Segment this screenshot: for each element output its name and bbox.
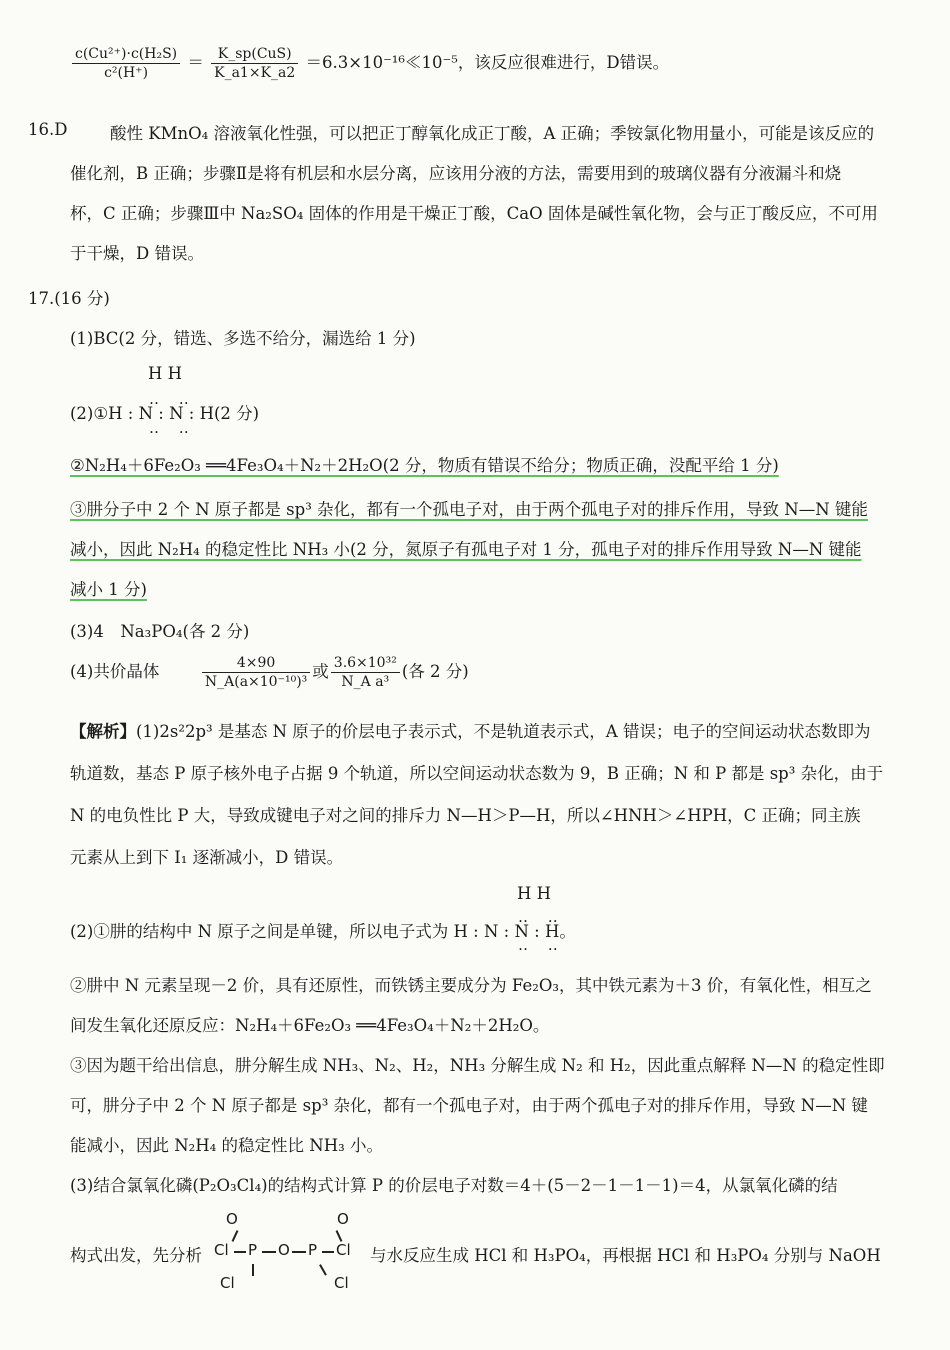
or-word: 或 (312, 662, 329, 681)
part-prefix: (2)① (70, 404, 109, 423)
analysis-3-line-2-post: 与水反应生成 HCl 和 H₃PO₄，再根据 HCl 和 H₃PO₄ 分别与 NaOH (370, 1246, 881, 1265)
density-fraction-2 (331, 655, 400, 690)
q16-line-1: 酸性 KMnO₄ 溶液氧化性强，可以把正丁醇氧化成正丁酸，A 正确；季铵氯化物用量小，可能是该反应的 (110, 124, 875, 143)
analysis-1-line-3: N 的电负性比 P 大，导致成键电子对之间的排斥力 N—H＞P—H，所以∠HNH＞∠HPH，C 正确；同主族 (70, 806, 861, 825)
fraction-denominator: N_A a³ (341, 674, 390, 690)
atom-o: O (337, 1210, 349, 1228)
fraction-ksp (211, 46, 298, 81)
single-bond (319, 1264, 326, 1275)
part-prefix: (4)共价晶体 (70, 662, 160, 681)
q17-part-2-3-line-2: 减小，因此 N₂H₄ 的稳定性比 NH₃ 小(2 分，氮原子有孤电子对 1 分，孤电子对的排斥作用导致 N—N 键能 (70, 540, 862, 559)
hydrazine-top-h: H H (517, 884, 552, 903)
atom-cl: Cl (220, 1274, 235, 1292)
lone-pair-dots: ‥ ‥ (518, 908, 558, 926)
fraction-numerator: 4×90 (202, 655, 310, 673)
equation-tail: ＝6.3×10⁻¹⁶≪10⁻⁵，该反应很难进行，D错误。 (305, 53, 670, 72)
analysis-2-3-line-1: ③因为题干给出信息，肼分解生成 NH₃、N₂、H₂，NH₃ 分解生成 N₂ 和 H₂，因此重点解释 N—N 的稳定性即 (70, 1056, 885, 1075)
fraction-numerator: c(Cu²⁺)·c(H₂S) (72, 46, 180, 64)
single-bond (292, 1251, 306, 1253)
analysis-2-3-line-2: 可，肼分子中 2 个 N 原子都是 sp³ 杂化，都有一个孤电子对，由于两个孤电子对的排斥作用，导致 N—N 键 (70, 1096, 868, 1115)
q16-line-3: 杯，C 正确；步骤Ⅲ中 Na₂SO₄ 固体的作用是干燥正丁酸，CaO 固体是碱性氧化物，会与正丁酸反应，不可用 (70, 204, 878, 223)
double-bond (232, 1230, 239, 1242)
atom-o: O (278, 1241, 290, 1259)
q17-part-4 (70, 655, 469, 690)
atom-o: O (226, 1210, 238, 1228)
q17-part-2-3-line-3: 减小 1 分) (70, 580, 147, 599)
analysis-2-2-line-1: ②肼中 N 元素呈现－2 价，具有还原性，而铁锈主要成分为 Fe₂O₃，其中铁元素为＋3 价，有氧化性，相互之 (70, 976, 872, 995)
q16-number: 16.D (28, 120, 68, 139)
analysis-2-1: (2)①肼的结构中 N 原子之间是单键，所以电子式为 H : N : N : H。 (70, 922, 576, 941)
atom-p: P (308, 1241, 318, 1259)
analysis-2-2-line-2: 间发生氧化还原反应：N₂H₄＋6Fe₂O₃ ══4Fe₃O₄＋N₂＋2H₂O。 (70, 1016, 550, 1035)
analysis-1-line-2: 轨道数，基态 P 原子核外电子占据 9 个轨道，所以空间运动状态数为 9，B 正确；N 和 P 都是 sp³ 杂化，由于 (70, 764, 884, 783)
analysis-2-3-line-3: 能减小，因此 N₂H₄ 的稳定性比 NH₃ 小。 (70, 1136, 383, 1155)
analysis-text: (1)2s²2p³ 是基态 N 原子的价层电子表示式，不是轨道表示式，A 错误；电子的空间运动状态数即为 (136, 722, 871, 741)
q17-part-3: (3)4 Na₃PO₄(各 2 分) (70, 622, 250, 641)
score-note: (2 分) (213, 404, 260, 423)
lone-pair-dots: ‥ ‥ (149, 390, 189, 408)
q17-part-1: (1)BC(2 分，错选、多选不给分，漏选给 1 分) (70, 329, 416, 348)
analysis-1-line-4: 元素从上到下 I₁ 逐渐减小，D 错误。 (70, 848, 344, 867)
fraction-denominator: c²(H⁺) (104, 65, 149, 81)
fraction-numerator: 3.6×10³² (331, 655, 400, 673)
lone-pair-dots: ‥ ‥ (149, 419, 189, 437)
analysis-label: 【解析】 (70, 722, 136, 741)
fraction-concentration (72, 46, 180, 81)
atom-cl: Cl (336, 1241, 351, 1259)
score-note: (各 2 分) (401, 662, 469, 681)
fraction-numerator: K_sp(CuS) (211, 46, 298, 64)
fraction-denominator: K_a1×K_a2 (214, 65, 296, 81)
density-fraction-1 (202, 655, 310, 690)
q17-header: 17.(16 分) (28, 289, 110, 308)
single-bond (322, 1251, 334, 1253)
lone-pair-dots: ‥ ‥ (518, 936, 558, 954)
q17-part-2-3-line-1: ③肼分子中 2 个 N 原子都是 sp³ 杂化，都有一个孤电子对，由于两个孤电子对的排斥作用，导致 N—N 键能 (70, 500, 868, 519)
q16-line-2: 催化剂，B 正确；步骤Ⅱ是将有机层和水层分离，应该用分液的方法，需要用到的玻璃仪器有分液漏斗和烧 (70, 164, 842, 183)
q16-line-4: 于干燥，D 错误。 (70, 244, 204, 263)
top-equation: $\frac{\text{c(Cu²⁺)·c(H₂S)}}{\text{c²(H⁺)}}$ ＝ $\frac{\text{K\_sp(CuS)}}{K\_a1\times K\_a2}$ ＝6.3×10⁻¹⁶≪10⁻⁵，该反应很难进行，D错误。 (70, 46, 669, 81)
atom-cl: Cl (214, 1241, 229, 1259)
analysis-3-line-2-pre: 构式出发，先分析 (70, 1246, 202, 1265)
hydrazine-electron-formula: H : N : N : H (108, 404, 214, 423)
atom-p: P (248, 1241, 258, 1259)
single-bond (234, 1251, 246, 1253)
single-bond (252, 1264, 254, 1276)
hydrazine-top-h: H H (148, 364, 183, 383)
p2o3cl4-structure (212, 1210, 372, 1290)
analysis-1-line-1 (70, 718, 870, 742)
single-bond (262, 1251, 276, 1253)
analysis-3-line-1: (3)结合氯氧化磷(P₂O₃Cl₄)的结构式计算 P 的价层电子对数＝4＋(5－2－1－1－1)＝4，从氯氧化磷的结 (70, 1176, 838, 1195)
atom-cl: Cl (334, 1274, 349, 1292)
fraction-denominator: N_A(a×10⁻¹⁰)³ (204, 674, 308, 690)
q17-part-2-2: ②N₂H₄＋6Fe₂O₃ ══4Fe₃O₄＋N₂＋2H₂O(2 分，物质有错误不给分；物质正确，没配平给 1 分) (70, 456, 779, 475)
